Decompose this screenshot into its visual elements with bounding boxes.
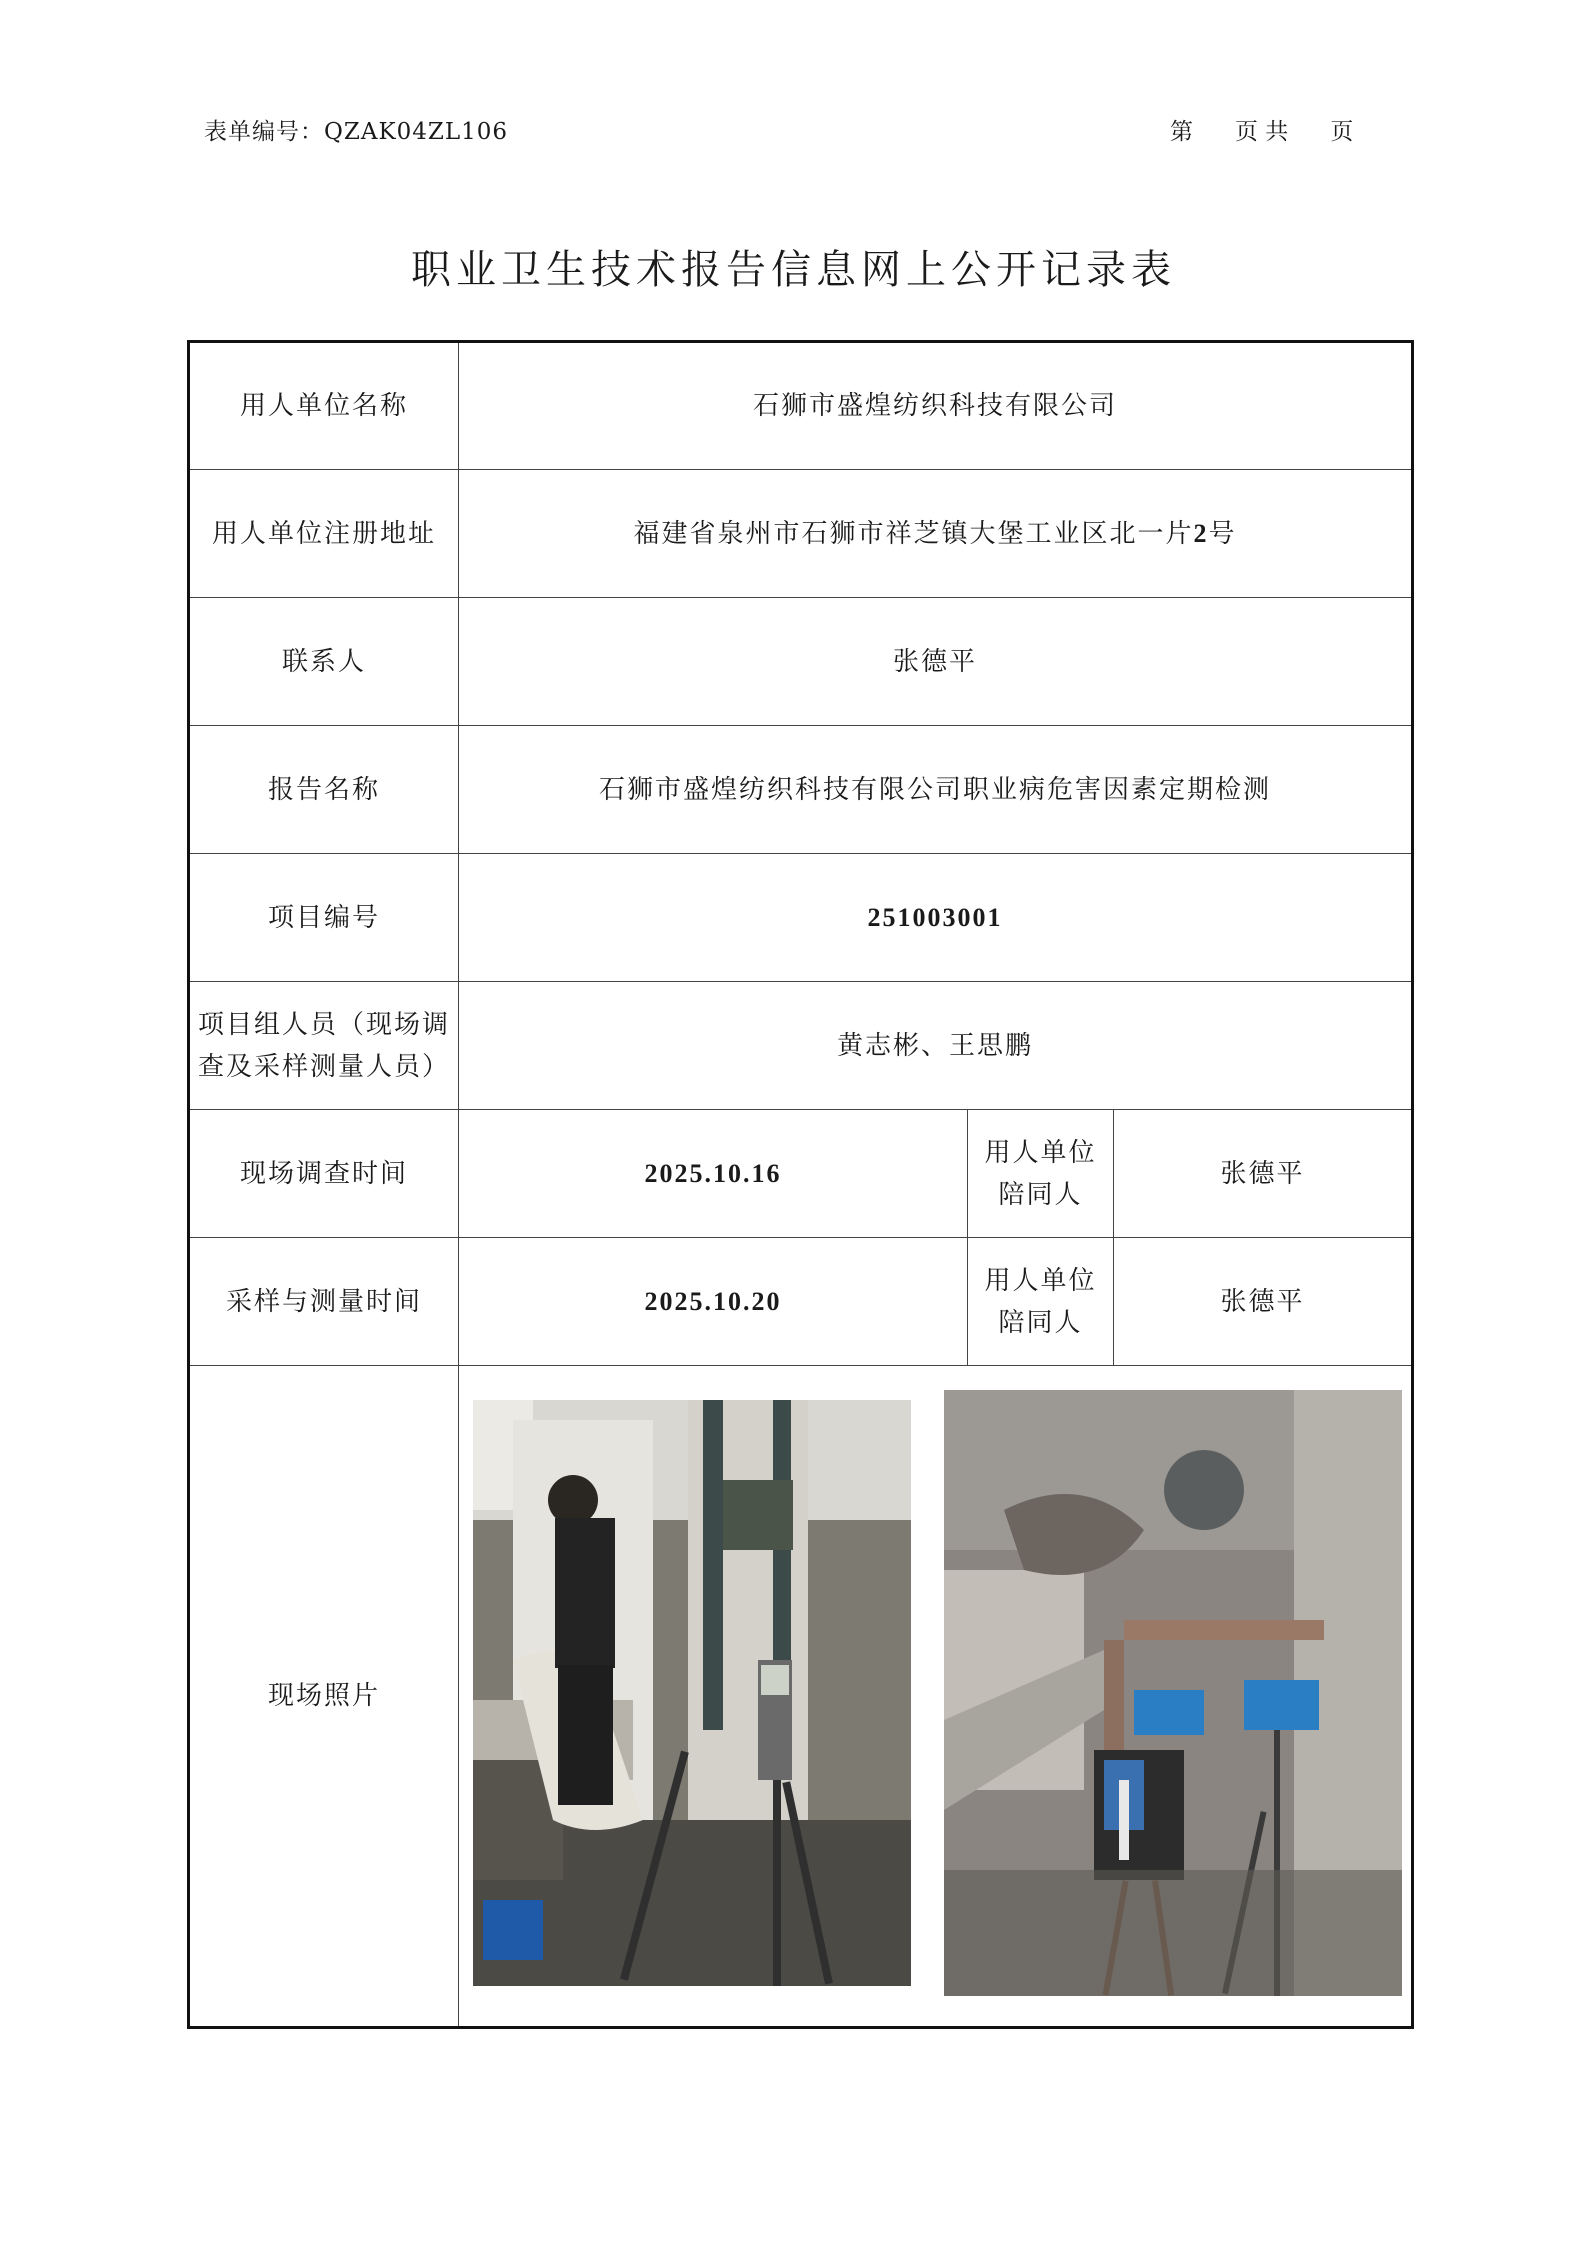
record-table xyxy=(187,340,1414,2029)
companion-label-line2: 陪同人 xyxy=(998,1307,1083,1338)
photos-cell xyxy=(459,1366,1413,2028)
survey-date: 2025.10.16 xyxy=(459,1110,968,1238)
page-label-c: 页 xyxy=(1330,119,1354,145)
companion-label-line1: 用人单位 xyxy=(984,1265,1097,1296)
contact-label: 联系人 xyxy=(189,598,459,726)
team-label xyxy=(189,982,459,1110)
unit-address-label: 用人单位注册地址 xyxy=(189,470,459,598)
team-label-line2: 查及采样测量人员） xyxy=(198,1051,451,1082)
project-no-value: 251003001 xyxy=(459,854,1413,982)
sampling-time-label: 采样与测量时间 xyxy=(189,1238,459,1366)
page-indicator xyxy=(1170,113,1353,146)
page-label-a: 第 xyxy=(1170,119,1193,145)
photos-label: 现场照片 xyxy=(189,1366,459,2028)
project-no-label: 项目编号 xyxy=(189,854,459,982)
page-label-b: 页 共 xyxy=(1235,119,1289,145)
site-photo-samplers xyxy=(944,1390,1402,1996)
address-text: 福建省泉州市石狮市祥芝镇大堡工业区北一片 xyxy=(633,518,1194,549)
site-photo-worker-image xyxy=(473,1400,911,1986)
sampling-companion: 张德平 xyxy=(1114,1238,1413,1366)
address-number: 2 xyxy=(1193,518,1209,548)
unit-address-value xyxy=(459,470,1413,598)
table-row xyxy=(189,1110,1413,1238)
companion-label-line1: 用人单位 xyxy=(984,1137,1097,1168)
contact-value: 张德平 xyxy=(459,598,1413,726)
form-number: 表单编号：QZAK04ZL106 xyxy=(204,119,509,145)
unit-name-label: 用人单位名称 xyxy=(189,342,459,470)
site-photo-samplers-image xyxy=(944,1390,1402,1996)
report-name-value: 石狮市盛煌纺织科技有限公司职业病危害因素定期检测 xyxy=(459,726,1413,854)
table-row xyxy=(189,598,1413,726)
survey-companion-label xyxy=(968,1110,1114,1238)
team-value: 黄志彬、王思鹏 xyxy=(459,982,1413,1110)
address-suffix: 号 xyxy=(1208,518,1237,549)
table-row xyxy=(189,342,1413,470)
table-row xyxy=(189,1366,1413,2028)
companion-label-line2: 陪同人 xyxy=(998,1179,1083,1210)
team-label-line1: 项目组人员（现场调 xyxy=(198,1009,451,1040)
unit-name-value: 石狮市盛煌纺织科技有限公司 xyxy=(459,342,1413,470)
sampling-companion-label xyxy=(968,1238,1114,1366)
sampling-date: 2025.10.20 xyxy=(459,1238,968,1366)
table-row xyxy=(189,726,1413,854)
report-name-label: 报告名称 xyxy=(189,726,459,854)
table-row xyxy=(189,854,1413,982)
table-row xyxy=(189,470,1413,598)
table-row xyxy=(189,1238,1413,1366)
survey-time-label: 现场调查时间 xyxy=(189,1110,459,1238)
page-title: 职业卫生技术报告信息网上公开记录表 xyxy=(411,247,1176,293)
table-row xyxy=(189,982,1413,1110)
site-photo-worker xyxy=(473,1400,911,1986)
survey-companion: 张德平 xyxy=(1114,1110,1413,1238)
